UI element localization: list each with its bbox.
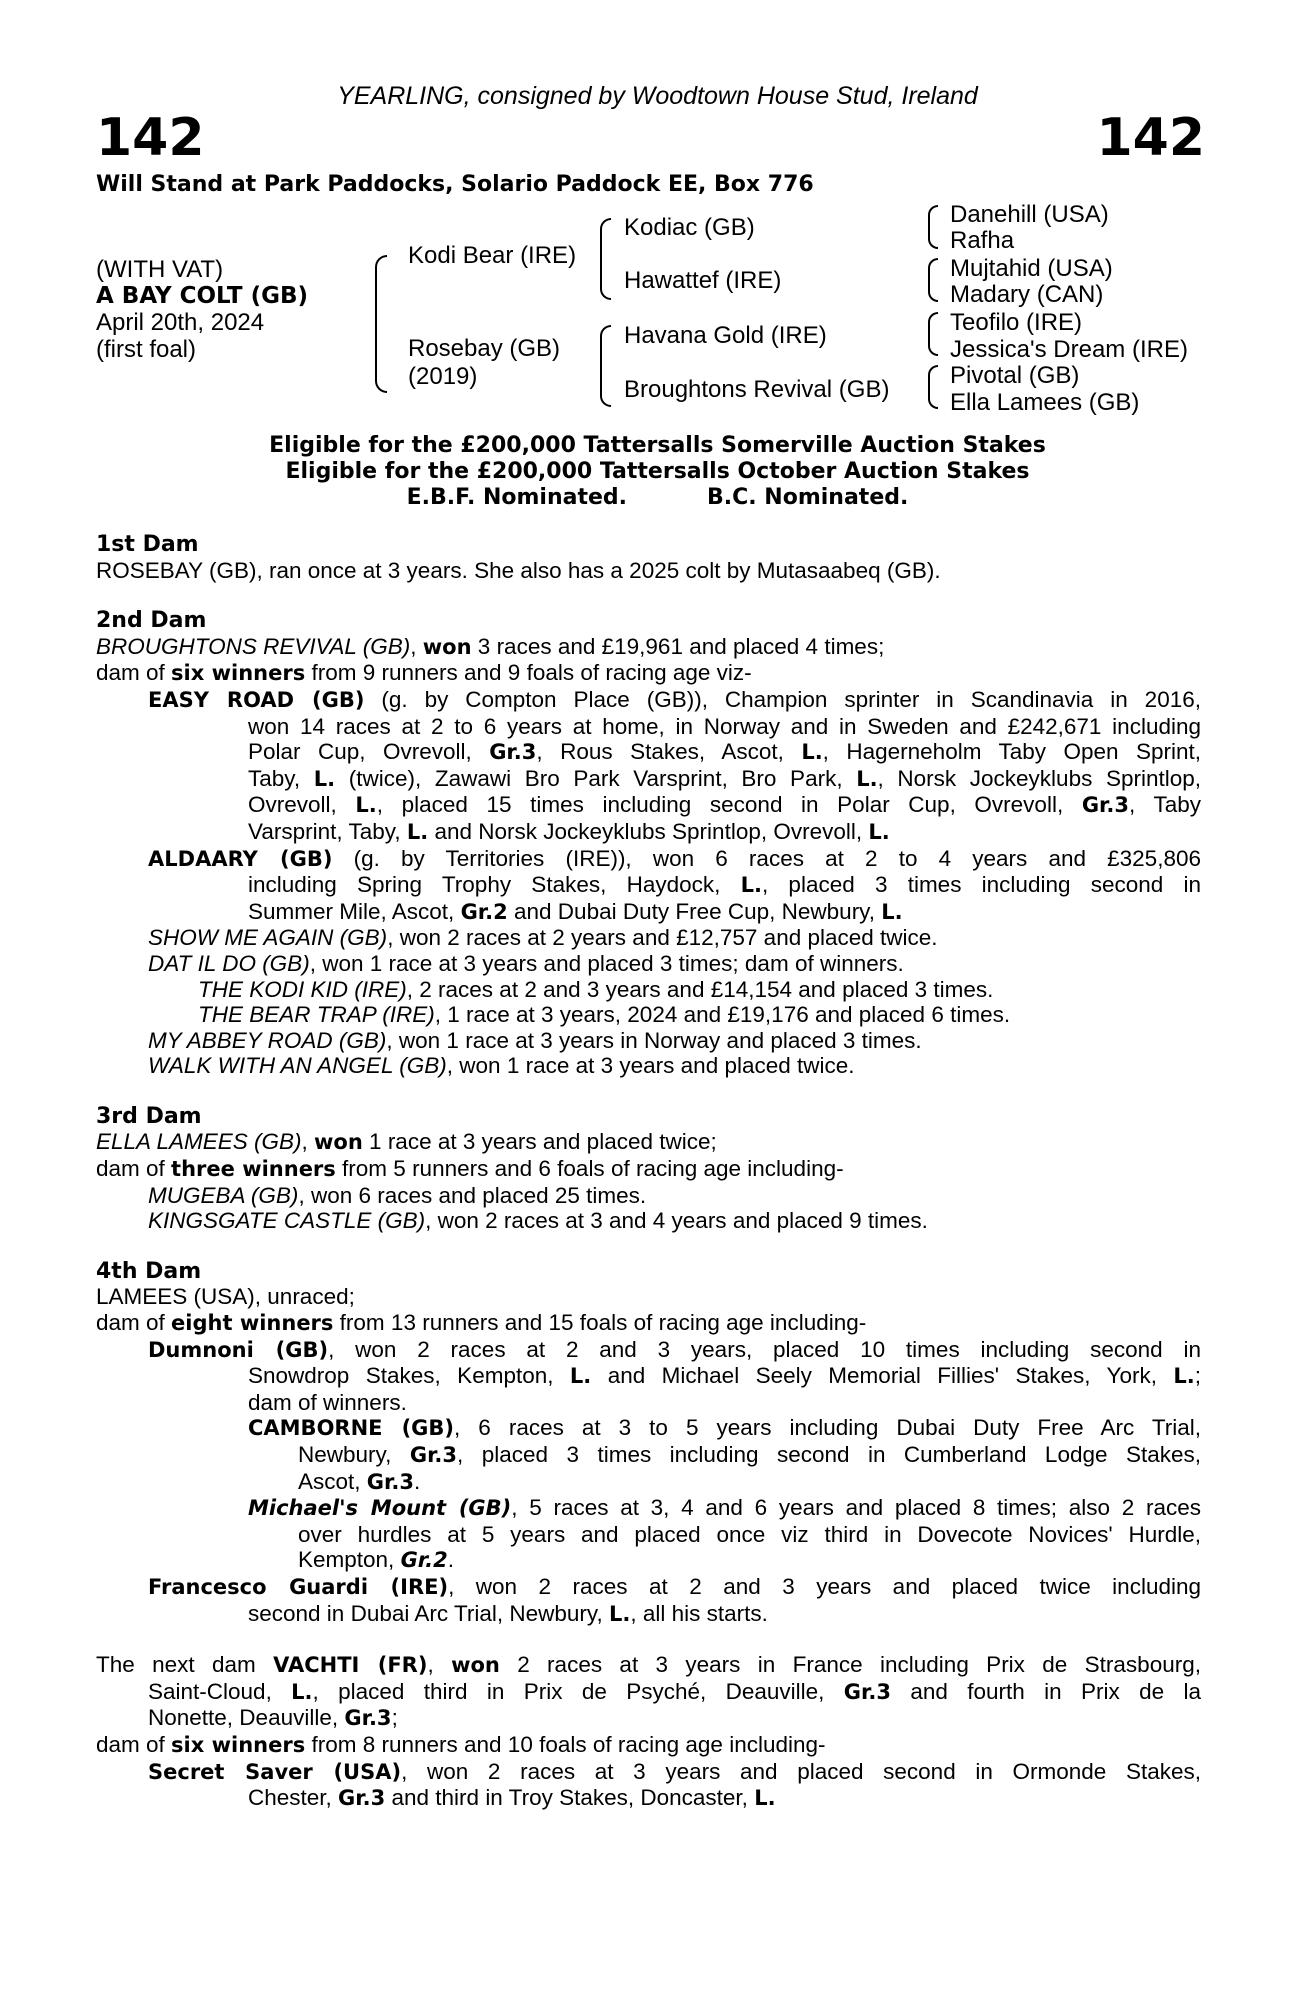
grade: Gr.3 bbox=[366, 1469, 414, 1494]
progeny-entry bbox=[96, 951, 1201, 977]
text: and third in Troy Stakes, Doncaster, bbox=[385, 1785, 755, 1811]
text: , placed 3 times including second in Cumberland Lodge Stakes, bbox=[457, 1442, 1201, 1467]
listed-mark: L. bbox=[291, 1679, 313, 1704]
listed-mark: L. bbox=[313, 766, 336, 791]
listed-mark: L. bbox=[868, 819, 890, 844]
dam-name: LAMEES (USA), unraced; bbox=[96, 1284, 355, 1310]
text: , won 6 races and placed 25 times. bbox=[298, 1182, 647, 1208]
progeny-name: EASY ROAD (GB) bbox=[148, 687, 365, 712]
first-foal-note: (first foal) bbox=[96, 336, 197, 363]
progeny-name: WALK WITH AN ANGEL (GB) bbox=[148, 1053, 447, 1079]
sire: Kodi Bear (IRE) bbox=[408, 242, 577, 269]
text: , won 2 races at 3 years and placed second in Ormonde Stakes, bbox=[401, 1758, 1201, 1784]
progeny-entry bbox=[96, 1495, 1201, 1522]
text: Taby, bbox=[248, 765, 314, 791]
text: ; bbox=[1194, 1363, 1201, 1389]
progeny-name: Dumnoni (GB) bbox=[148, 1337, 329, 1362]
text: including Spring Trophy Stakes, Haydock, bbox=[248, 872, 741, 898]
text: Polar Cup, Ovrevoll, bbox=[248, 739, 490, 765]
text: Summer Mile, Ascot, bbox=[248, 898, 461, 924]
text: dam of bbox=[96, 660, 172, 686]
progeny-name: CAMBORNE (GB) bbox=[248, 1416, 455, 1441]
text: over hurdles at 5 years and placed once viz third in Dovecote Novices' Hurdle, bbox=[298, 1521, 1201, 1547]
ancestor-5: Teofilo (IRE) bbox=[950, 309, 1083, 336]
grade: Gr.3 bbox=[409, 1443, 458, 1467]
text: , won 2 races at 3 and 4 years and placed 9 times. bbox=[425, 1208, 928, 1234]
progeny-entry bbox=[96, 1053, 1201, 1079]
stand-location: Will Stand at Park Paddocks, Solario Paddock EE, Box 776 bbox=[96, 172, 814, 197]
eligibility-line: Eligible for the £200,000 Tattersalls October Auction Stakes bbox=[285, 459, 1030, 484]
grade: Gr.2 bbox=[460, 899, 508, 924]
dam-name: BROUGHTONS REVIVAL (GB) bbox=[96, 633, 411, 659]
winners-count: three winners bbox=[171, 1157, 336, 1182]
text: , placed 3 times including second in bbox=[761, 872, 1201, 898]
lot-number-left: 142 bbox=[96, 108, 205, 168]
first-dam-text: ROSEBAY (GB), ran once at 3 years. She also has a 2025 colt by Mutasaabeq (GB). bbox=[96, 557, 941, 583]
listed-mark: L. bbox=[609, 1601, 631, 1626]
text: Chester, bbox=[248, 1785, 339, 1811]
text: from 13 runners and 15 foals of racing age including- bbox=[333, 1310, 867, 1336]
foaling-date: April 20th, 2024 bbox=[96, 309, 265, 336]
text: second in Dubai Arc Trial, Newbury, bbox=[248, 1600, 609, 1626]
eligibility-line: Eligible for the £200,000 Tattersalls Somerville Auction Stakes bbox=[269, 433, 1046, 458]
text: , Norsk Jockeyklubs Sprintlop, bbox=[877, 765, 1201, 791]
text: and fourth in Prix de la bbox=[891, 1678, 1201, 1704]
progeny-entry bbox=[96, 1337, 1201, 1364]
progeny-entry bbox=[96, 1759, 1201, 1786]
brace-g2 bbox=[928, 258, 938, 302]
sire-sire: Kodiac (GB) bbox=[624, 214, 755, 241]
progeny-name: DAT IL DO (GB) bbox=[148, 950, 310, 976]
text: The next dam bbox=[96, 1652, 274, 1678]
progeny-entry bbox=[96, 1183, 1201, 1209]
horse-name: A BAY COLT (GB) bbox=[96, 283, 309, 309]
lot-number-right: 142 bbox=[1096, 108, 1205, 168]
text: , won 1 race at 3 years and placed 3 times; dam of winners. bbox=[309, 950, 904, 976]
progeny-name: Francesco Guardi (IRE) bbox=[148, 1574, 449, 1599]
text: from 5 runners and 6 foals of racing age including- bbox=[335, 1156, 844, 1182]
text: Kempton, bbox=[298, 1547, 401, 1573]
grade: Gr.3 bbox=[843, 1679, 891, 1704]
nominations bbox=[0, 485, 1315, 511]
ancestor-7: Pivotal (GB) bbox=[950, 362, 1080, 389]
text: 2 races at 3 years in France including Prix de Strasbourg, bbox=[499, 1652, 1201, 1678]
brace-g3 bbox=[928, 312, 938, 356]
progeny-entry bbox=[96, 1028, 1201, 1054]
next-dam-entry: The next dam VACHTI (FR), won 2 races at 3 years in France including Prix de Strasbourg, bbox=[96, 1652, 1201, 1678]
text: , Taby bbox=[1129, 792, 1201, 818]
progeny-name: KINGSGATE CASTLE (GB) bbox=[148, 1208, 426, 1234]
grade: Gr.3 bbox=[489, 740, 537, 765]
winners-count: six winners bbox=[171, 1732, 306, 1757]
listed-mark: L. bbox=[754, 1786, 776, 1811]
text: and Dubai Duty Free Cup, Newbury, bbox=[507, 898, 882, 924]
listed-mark: L. bbox=[1173, 1364, 1195, 1389]
text: , won 1 race at 3 years in Norway and placed 3 times. bbox=[386, 1027, 922, 1053]
won-label: won bbox=[422, 634, 472, 659]
ancestor-2: Rafha bbox=[950, 227, 1015, 254]
grade: Gr.3 bbox=[338, 1786, 386, 1811]
progeny-entry bbox=[96, 687, 1201, 714]
text: (g. by Compton Place (GB)), Champion sprinter in Scandinavia in 2016, bbox=[364, 686, 1201, 712]
text: dam of bbox=[96, 1156, 172, 1182]
progeny-name: Michael's Mount (GB) bbox=[248, 1496, 512, 1521]
record-text: 1 race at 3 years and placed twice; bbox=[362, 1129, 717, 1155]
dam-name: ELLA LAMEES (GB) bbox=[96, 1129, 302, 1155]
dam-year: (2019) bbox=[408, 363, 478, 390]
dam-dam: Broughtons Revival (GB) bbox=[624, 376, 890, 403]
bc-nomination: B.C. Nominated. bbox=[707, 485, 909, 510]
text: Saint-Cloud, bbox=[148, 1678, 292, 1704]
ancestor-1: Danehill (USA) bbox=[950, 201, 1109, 228]
ebf-nomination: E.B.F. Nominated. bbox=[406, 485, 628, 510]
text: Snowdrop Stakes, Kempton, bbox=[248, 1363, 570, 1389]
record-text: 3 races and £19,961 and placed 4 times; bbox=[471, 633, 885, 659]
dam-name: VACHTI (FR) bbox=[273, 1653, 428, 1678]
listed-mark: L. bbox=[801, 740, 823, 765]
ancestor-3: Mujtahid (USA) bbox=[950, 255, 1113, 282]
text: (twice), Zawawi Bro Park Varsprint, Bro Park, bbox=[335, 765, 857, 791]
text: , 5 races at 3, 4 and 6 years and placed 8 times; also 2 races bbox=[511, 1495, 1202, 1521]
vat-note: (WITH VAT) bbox=[96, 256, 224, 283]
listed-mark: L. bbox=[856, 766, 878, 791]
progeny-name: MY ABBEY ROAD (GB) bbox=[148, 1027, 387, 1053]
text: dam of bbox=[96, 1310, 172, 1336]
text: , 1 race at 3 years, 2024 and £19,176 and placed 6 times. bbox=[434, 1002, 1011, 1028]
progeny-entry bbox=[96, 1574, 1201, 1601]
progeny-name: Secret Saver (USA) bbox=[148, 1759, 402, 1784]
text: Newbury, bbox=[298, 1442, 410, 1467]
family-section: 1st Dam ROSEBAY (GB), ran once at 3 years. She also has a 2025 colt by Mutasaabeq (GB). 2nd Dam BROUGHTONS REVIVAL (GB), won 3 races and £19,961 and placed 4 times; dam of six winners from 9 runners and 9 foals of racing age viz- EASY ROAD (GB) (g. by Compton Place (GB)), Champion sprinter in Scandinavia in 2016, won 14 races at 2 to 6 years at home, in Norway and in Sweden and £242,671 including Polar Cup, Ovrevoll, Gr.3, Rous Stakes, Ascot, L., Hagerneholm Taby Open Sprint, Taby, L. (twice), Zawawi Bro Park Varsprint, Bro Park, L., Norsk Jockeyklubs Sprintlop, Ovrevoll, L., placed 15 times including second in Polar Cup, Ovrevoll, Gr.3, Taby Varsprint, Taby, L. and Norsk Jockeyklubs Sprintlop, Ovrevoll, L. ALDAARY (GB) (g. by Territories (IRE)), won 6 races at 2 to 4 years and £325,806 including Spring Trophy Stakes, Haydock, L., placed 3 times including second in Summer Mile, Ascot, Gr.2 and Dubai Duty Free Cup, Newbury, L. SHOW ME AGAIN (GB), won 2 races at 2 years and £12,757 and placed twice. DAT IL DO (GB), won 1 race at 3 years and placed 3 times; dam of winners. THE KODI KID (IRE), 2 races at 2 and 3 years and £14,154 and placed 3 times. THE BEAR TRAP (IRE), 1 race at 3 years, 2024 and £19,176 and placed 6 times. MY ABBEY ROAD (GB), won 1 race at 3 years in Norway and placed 3 times. WALK WITH AN ANGEL (GB), won 1 race at 3 years and placed twice. 3rd Dam ELLA LAMEES (GB), won 1 race at 3 years and placed twice; dam of three winners from 5 runners and 6 foals of racing age including- MUGEBA (GB), won 6 races and placed 25 times. KINGSGATE CASTLE (GB), won 2 races at 3 and 4 years and placed 9 times. 4th Dam LAMEES (USA), unraced; dam of eight winners from 13 runners and 15 foals of racing age including- Dumnoni (GB), won 2 races at 2 and 3 years, placed 10 times including second in Snowdrop Stakes, Kempton, L. and Michael Seely Memorial Fillies' Stakes, York, L.; dam of winners. CAMBORNE (GB), 6 races at 3 to 5 years including Dubai Duty Free Arc Trial, Newbury, Gr.3, placed 3 times including second in Cumberland Lodge Stakes, Ascot, Gr.3. Michael's Mount (GB), 5 races at 3, 4 and 6 years and placed 8 times; also 2 races over hurdles at 5 years and placed once viz third in Dovecote Novices' Hurdle, Kempton, Gr.2. Francesco Guardi (IRE), won 2 races at 2 and 3 years and placed twice including second in Dubai Arc Trial, Newbury, L., all his starts. The next dam VACHTI (FR), won 2 races at 3 years in France including Prix de Strasbourg, Saint-Cloud, L., placed third in Prix de Psyché, Deauville, Gr.3 and fourth in Prix de la Nonette, Deauville, Gr.3; dam of six winners from 8 runners and 10 foals of racing age including- Secret Saver (USA), won 2 races at 3 years and placed second in Ormonde Stakes, Chester, Gr.3 and third in Troy Stakes, Doncaster, L. bbox=[96, 532, 1202, 1811]
text: from 8 runners and 10 foals of racing age including- bbox=[305, 1731, 826, 1757]
text: , placed 15 times including second in Polar Cup, Ovrevoll, bbox=[376, 792, 1082, 818]
text: and Michael Seely Memorial Fillies' Stakes, York, bbox=[591, 1363, 1174, 1389]
section-heading-4th-dam: 4th Dam bbox=[96, 1258, 202, 1284]
brace-g1 bbox=[928, 205, 938, 249]
winners-count: eight winners bbox=[171, 1311, 334, 1336]
text: . bbox=[413, 1468, 421, 1494]
text: and Norsk Jockeyklubs Sprintlop, Ovrevoll, bbox=[428, 818, 869, 844]
section-heading-1st-dam: 1st Dam bbox=[96, 532, 199, 557]
sire-dam: Hawattef (IRE) bbox=[624, 267, 782, 294]
text: , Rous Stakes, Ascot, bbox=[536, 739, 802, 765]
text: (g. by Territories (IRE)), won 6 races at 2 to 4 years and £325,806 bbox=[332, 845, 1201, 871]
dam: Rosebay (GB) bbox=[408, 335, 561, 362]
text: , won 2 races at 2 years and £12,757 and placed twice. bbox=[387, 925, 938, 951]
text: , won 2 races at 2 and 3 years, placed 10 times including second in bbox=[328, 1336, 1201, 1362]
text: won 14 races at 2 to 6 years at home, in Norway and in Sweden and £242,671 including bbox=[248, 713, 1201, 739]
text: dam of bbox=[96, 1731, 172, 1757]
text: , Hagerneholm Taby Open Sprint, bbox=[822, 739, 1202, 765]
progeny-entry bbox=[96, 846, 1201, 873]
brace-main bbox=[375, 255, 387, 393]
text: . bbox=[447, 1547, 455, 1573]
text: , won 2 races at 2 and 3 years and placed twice including bbox=[448, 1573, 1201, 1599]
listed-mark: L. bbox=[569, 1364, 592, 1389]
grade: Gr.3 bbox=[1081, 793, 1130, 818]
listed-mark: L. bbox=[740, 873, 762, 898]
text: , 2 races at 2 and 3 years and £14,154 and placed 3 times. bbox=[406, 976, 994, 1002]
text: from 9 runners and 9 foals of racing age viz- bbox=[305, 660, 752, 686]
text: , 6 races at 3 to 5 years including Dubai Duty Free Arc Trial, bbox=[454, 1415, 1201, 1441]
text: Ovrevoll, bbox=[248, 792, 356, 818]
brace-dam bbox=[600, 325, 611, 407]
progeny-entry bbox=[96, 1415, 1201, 1442]
won-label: won bbox=[451, 1653, 500, 1678]
progeny-entry bbox=[96, 1002, 1201, 1028]
grade: Gr.3 bbox=[344, 1706, 392, 1731]
ancestor-4: Madary (CAN) bbox=[950, 281, 1104, 308]
progeny-name: ALDAARY (GB) bbox=[148, 846, 333, 871]
progeny-entry bbox=[96, 925, 1201, 951]
ancestor-8: Ella Lamees (GB) bbox=[950, 389, 1140, 416]
text: , won 1 race at 3 years and placed twice. bbox=[446, 1053, 855, 1079]
listed-mark: L. bbox=[881, 899, 903, 924]
text: , placed third in Prix de Psyché, Deauville, bbox=[312, 1678, 844, 1704]
text: Varsprint, Taby, bbox=[248, 818, 407, 844]
text: dam of winners. bbox=[248, 1389, 407, 1415]
text: , all his starts. bbox=[630, 1600, 768, 1626]
consignment-line: YEARLING, consigned by Woodtown House Stud, Ireland bbox=[337, 82, 978, 110]
listed-mark: L. bbox=[355, 793, 377, 818]
eligibility-block bbox=[0, 433, 1315, 511]
text: Ascot, bbox=[298, 1468, 367, 1494]
ancestor-6: Jessica's Dream (IRE) bbox=[950, 336, 1188, 363]
brace-g4 bbox=[928, 365, 938, 409]
grade: Gr.2 bbox=[400, 1548, 448, 1573]
progeny-name: SHOW ME AGAIN (GB) bbox=[148, 925, 388, 951]
progeny-entry bbox=[96, 977, 1201, 1003]
progeny-name: THE KODI KID (IRE) bbox=[198, 976, 407, 1002]
listed-mark: L. bbox=[406, 819, 429, 844]
brace-sire bbox=[600, 218, 611, 300]
won-label: won bbox=[314, 1130, 363, 1155]
progeny-name: MUGEBA (GB) bbox=[148, 1182, 299, 1208]
progeny-entry bbox=[96, 1208, 1201, 1234]
section-heading-3rd-dam: 3rd Dam bbox=[96, 1103, 202, 1129]
section-heading-2nd-dam: 2nd Dam bbox=[96, 608, 207, 634]
text: Nonette, Deauville, bbox=[148, 1705, 345, 1731]
dam-sire: Havana Gold (IRE) bbox=[624, 322, 827, 349]
winners-count: six winners bbox=[171, 661, 306, 686]
text: ; bbox=[391, 1705, 398, 1731]
progeny-name: THE BEAR TRAP (IRE) bbox=[198, 1002, 435, 1028]
